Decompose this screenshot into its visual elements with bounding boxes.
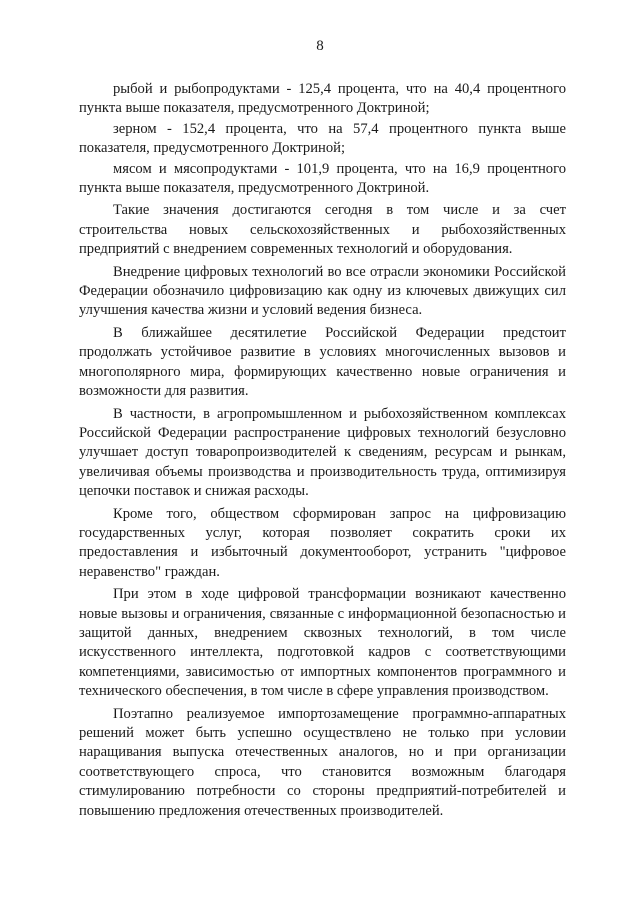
paragraph-meat-products: мясом и мясопродуктами - 101,9 процента, что на 16,9 процентного пункта выше показателя, предусмотренного Доктриной. bbox=[79, 160, 566, 197]
paragraph-public-services: Кроме того, обществом сформирован запрос на цифровизацию государственных услуг, которая позволяет сократить сроки их предоставления и избыточный документооборот, устранить "цифровое неравенство" граждан. bbox=[79, 505, 566, 580]
paragraph-grain: зерном - 152,4 процента, что на 57,4 процентного пункта выше показателя, предусмотренного Доктриной; bbox=[79, 120, 566, 157]
paragraph-new-challenges: При этом в ходе цифровой трансформации возникают качественно новые вызовы и ограничения, связанные с информационной безопасностью и защитой данных, внедрением сквозных технологий, в том числе искусственного интеллекта, подготовкой кадров с соответствующими компетенциями, зависимостью от импортных компонентов программного и технического обеспечения, в том числе в сфере управления производством. bbox=[79, 586, 566, 700]
paragraph-import-substitution: Поэтапно реализуемое импортозамещение программно-аппаратных решений может быть успешно осуществлено не только при условии наращивания выпуска отечественных аналогов, но и при организации соответствующего спроса, что становится возможным благодаря стимулированию потребности со стороны предприятий-потребителей и повышению предложения отечественных производителей. bbox=[79, 705, 566, 819]
paragraph-new-enterprises: Такие значения достигаются сегодня в том числе и за счет строительства новых сельскохозяйственных и рыбохозяйственных предприятий с внедрением современных технологий и оборудования. bbox=[79, 202, 566, 258]
document-body bbox=[79, 80, 566, 821]
page-number: 8 bbox=[316, 38, 324, 54]
paragraph-digital-technologies: Внедрение цифровых технологий во все отрасли экономики Российской Федерации обозначило цифровизацию как одну из ключевых движущих сил улучшения качества жизни и условий ведения бизнеса. bbox=[79, 263, 566, 319]
paragraph-agro-industrial: В частности, в агропромышленном и рыбохозяйственном комплексах Российской Федерации распространение цифровых технологий безусловно улучшает доступ товаропроизводителей к сведениям, ресурсам и рынкам, увеличивая объемы производства и производительность труда, оптимизируя цепочки поставок и снижая расходы. bbox=[79, 405, 566, 500]
paragraph-next-decade: В ближайшее десятилетие Российской Федерации предстоит продолжать устойчивое развитие в условиях многочисленных вызовов и многополярного мира, формирующих качественно новые ограничения и возможности для развития. bbox=[79, 324, 566, 400]
paragraph-fish-products: рыбой и рыбопродуктами - 125,4 процента, что на 40,4 процентного пункта выше показателя, предусмотренного Доктриной; bbox=[79, 81, 566, 117]
